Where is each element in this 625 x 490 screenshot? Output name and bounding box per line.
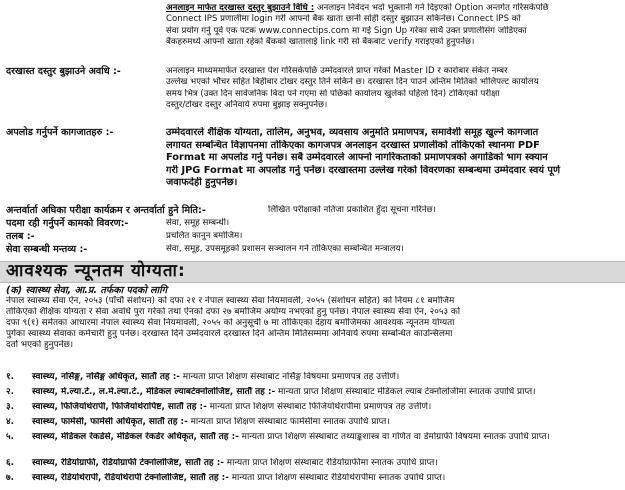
paragraph-line: तोकिएको शैक्षिक योग्यता र सेवा अवधि पुरा गरेको तथा ऐनको दफा २७ बमोजिम अयोग्य नभएको हुनु पर्नेछ। नेपाल स्वास्थ्य सेवा ऐन, २०५३ को (6, 307, 461, 317)
online-payment-title: अनलाइन मार्फत दरखास्त दस्तुर बुझाउने विधि : (166, 3, 315, 13)
item-description: मान्यता प्राप्त शिक्षण संस्थाबाट रेडियोग्राफीमा स्नातक उपाधि प्राप्त। (226, 458, 438, 468)
fee-deadline-text (166, 66, 618, 112)
item-description: मान्यता प्राप्त शिक्षण संस्थाबाट नर्सिङ्ग विषयमा प्रमाणपत्र तह उत्तीर्ण। (182, 372, 400, 382)
online-payment-line: बैंकहरुमध्ये आफ्नो खाता रहेको बैंकको खातालाई link गरी सो बैंकबाट verify गराइएको हुनुपर्नेछ। (166, 37, 475, 48)
paragraph-line: दर्ता भएको हुनुपर्नेछ। (6, 340, 74, 350)
section-heading: आवश्यक न्यूनतम योग्यता: (6, 261, 186, 281)
online-payment-line: सेवा प्रयोग गर्नु पूर्व एक पटक www.connectips.com मा गई Sign Up गरेका साथै उक्त प्रणालीसंग जोडिएका (166, 25, 527, 36)
qualification-paragraph (6, 296, 618, 351)
qualification-item (6, 458, 618, 469)
upload-documents-label: अपलोड गर्नुपर्ने कागजातहरु :- (6, 127, 114, 138)
fee-deadline-label: दरखास्त दस्तुर बुझाउने अवधि :- (6, 66, 121, 77)
item-description: मान्यता प्राप्त शिक्षण संस्थाबाट रेडियोथेरापीमा स्नातक उपाधि प्राप्त। (231, 473, 446, 483)
fee-deadline-line: अनलाइन माध्यममार्फत दरखास्त पेश गरिसकेपछि उम्मेदवारले प्राप्त गरेको Master ID र कारोबार संकेत नम्बर (166, 66, 508, 76)
section-subheading: (क) स्वास्थ्य सेवा, आ.प्र. तर्फका पदको लागि (6, 285, 168, 296)
item-number: ५. (6, 432, 14, 442)
salary-label: तलब :- (6, 231, 35, 242)
item-title: स्वास्थ्य, रेडियोथेरापी, रेडियोथेरापी टेक्नोलोजिष्ट, सातौं तह :- (32, 473, 229, 483)
qualification-item (6, 432, 618, 443)
online-payment-line: Connect IPS प्रणालीमा login गरी आफ्नो बैंक खाता छानी सोही दस्तुर बुझाउन सकिनेछ। Connect IPS को (166, 14, 521, 25)
item-title: स्वास्थ्य, मेडिकल रेकर्डर्स, मेडिकल रेकर्डर अधिकृत, सातौं तह :- (32, 432, 239, 442)
item-title: स्वास्थ्य, नर्सिङ्ग, नर्सिङ्ग अधिकृत, सातौं तह :- (32, 372, 180, 382)
service-ministry-line: सेवा, समूह, उपसमूहको प्रशासन सञ्चालन गर्न तोकिएका सम्बन्धित मन्त्रालय। (166, 244, 404, 254)
item-description: मान्यता प्राप्त शिक्षण संस्थाबाट फार्मेसीमा स्नातक उपाधि प्राप्त। (190, 417, 390, 427)
fee-deadline-line: दस्तुर/टोखर दस्तुर अनिवार्य रुपमा बुझाइ सक्नुपर्नेछ। (166, 100, 328, 111)
job-description-line: सेवा, समूह सम्बन्धी। (166, 218, 230, 228)
item-number: १. (6, 372, 14, 382)
item-number: ७. (6, 473, 14, 483)
exam-schedule-line: लिखित परीक्षाको नतिजा प्रकाशित हुँदा सूचना गरिनेछ। (268, 205, 436, 215)
qualification-item (6, 387, 618, 398)
upload-documents-line: लगायत सम्बन्धित विज्ञापनमा तोकिएका कागजपत्र अनलाइन दरखास्त प्रणालीको तोकिएको स्थानमा PDF (166, 139, 540, 151)
fee-deadline-line: समय भित्र (उक्त दिन सार्वजनिक बिदा पर्न गएमा सो पछिको कार्यालय खुलेको पहिलो दिन) टोकिएको परीक्षा (166, 88, 500, 99)
paragraph-line: नेपाल स्वास्थ्य सेवा ऐन, २०५३ (पाँचौं संशोधन) को दफा २१ र नेपाल स्वास्थ्य सेवा नियमावली, २०५५ (संशोधन सहित) को नियम ८१ बमोजिम (6, 296, 455, 306)
paragraph-line: पुगेका स्वास्थ्य सेवाका कर्मचारी हुनु पर्नेछ। दरखास्त दिने उम्मेदवारले दरखास्त दिने अन्तिम मितिसम्ममा अनिवार्य रुपमा सम्बन्धित काउन्सिलमा (6, 329, 453, 339)
item-description: मान्यता प्राप्त शिक्षण संस्थाबाट मेडिकल ल्याब टेक्नोलोजीमा स्नातक उपाधि प्राप्त। (278, 387, 536, 397)
item-description: मान्यता प्राप्त शिक्षण संस्थाबाट फिजियोथेरापीमा प्रमाणपत्र तह उत्तीर्ण। (209, 402, 432, 412)
salary-text (166, 231, 618, 242)
job-description-text (166, 218, 618, 229)
exam-schedule-label: अन्तर्वार्ता अघिका परीक्षा कार्यक्रम र अन्तर्वार्ता हुने मिति:- (6, 205, 206, 216)
upload-documents-line: जवाफदेही हुनुपर्नेछ। (166, 177, 238, 189)
upload-documents-text (166, 127, 618, 190)
item-number: ४. (6, 417, 14, 427)
fee-deadline-line: उल्लेख भएको भौचर सहित बिहीबार टोखर दस्तुर तिर्न सकिने छ। दरखास्त दिन पाउने अन्तिम मितिको भोलिपल्ट कार्यालय (166, 77, 539, 88)
qualification-item (6, 473, 618, 484)
upload-documents-line: Format मा अपलोड गर्नु पर्नेछ। सबै उम्मेदवारले आफ्नो नागरिकताको प्रमाणपत्रको अगाडिको भाग स्क्यान (166, 152, 548, 164)
qualification-item (6, 372, 618, 383)
paragraph-line: दफा ९(१) समेतका आधारमा नेपाल स्वास्थ्य सेवा नियमावली, २०५५ को अनुसूची ७ मा तोकिएका देहाय बमोजिमका आवश्यक न्यूनतम योग्यता (6, 318, 455, 328)
item-title: स्वास्थ्य, रेडियोग्राफी, रेडियोग्राफी टेक्नोलोजिष्ट, सातौं तह :- (32, 458, 224, 468)
job-description-label: पदमा रही गर्नुपर्ने कामको विवरण:- (6, 218, 129, 229)
upload-documents-line: उम्मेदवारले शैक्षिक योग्यता, तालिम, अनुभव, व्यवसाय अनुमति प्रमाणपत्र, समावेशी समूह खुल्ने कागजात (166, 127, 539, 138)
service-ministry-label: सेवा सम्बन्धी मन्तव्य :- (6, 244, 88, 255)
upload-documents-line: गरी JPG Format मा अपलोड गर्नु पर्नेछ। दरखास्तमा उल्लेख गरेको विवरणका सम्बन्धमा उम्मेदवार स्वयं पूर्ण (166, 164, 561, 176)
qualification-item (6, 417, 618, 428)
item-description: मान्यता प्राप्त शिक्षण संस्थाबाट तथ्याङ्कशास्त्र वा गणित वा डेमोग्राफी विषयमा स्नातक उपाधि प्राप्त। (241, 432, 550, 442)
item-number: ३. (6, 402, 14, 412)
item-title: स्वास्थ्य, मे.ल्या.टे., ल.मे.ल्या.टे., मेडिकल ल्याबटेक्नोलोजिष्ट, सातौं तह :- (32, 387, 276, 397)
qualification-item (6, 402, 618, 413)
exam-schedule-text (268, 205, 618, 216)
online-payment-text (166, 3, 618, 49)
item-title: स्वास्थ्य, फिजियोथेरापी, फिजियोथेरापिष्ट, सातौं तह :- (32, 402, 207, 412)
service-ministry-text (166, 244, 618, 255)
item-title: स्वास्थ्य, फार्मेसी, फार्मेसी अधिकृत, सातौं तह :- (32, 417, 188, 427)
item-number: २. (6, 387, 14, 397)
salary-line: प्रचलित कानुन बमोजिम। (166, 231, 243, 241)
item-number: ६. (6, 458, 14, 468)
online-payment-line: अनलाइन निवेदन भर्दा भुक्तानी गर्न दिइएको Option अन्तर्गत गरिसकेपछि (316, 3, 549, 13)
